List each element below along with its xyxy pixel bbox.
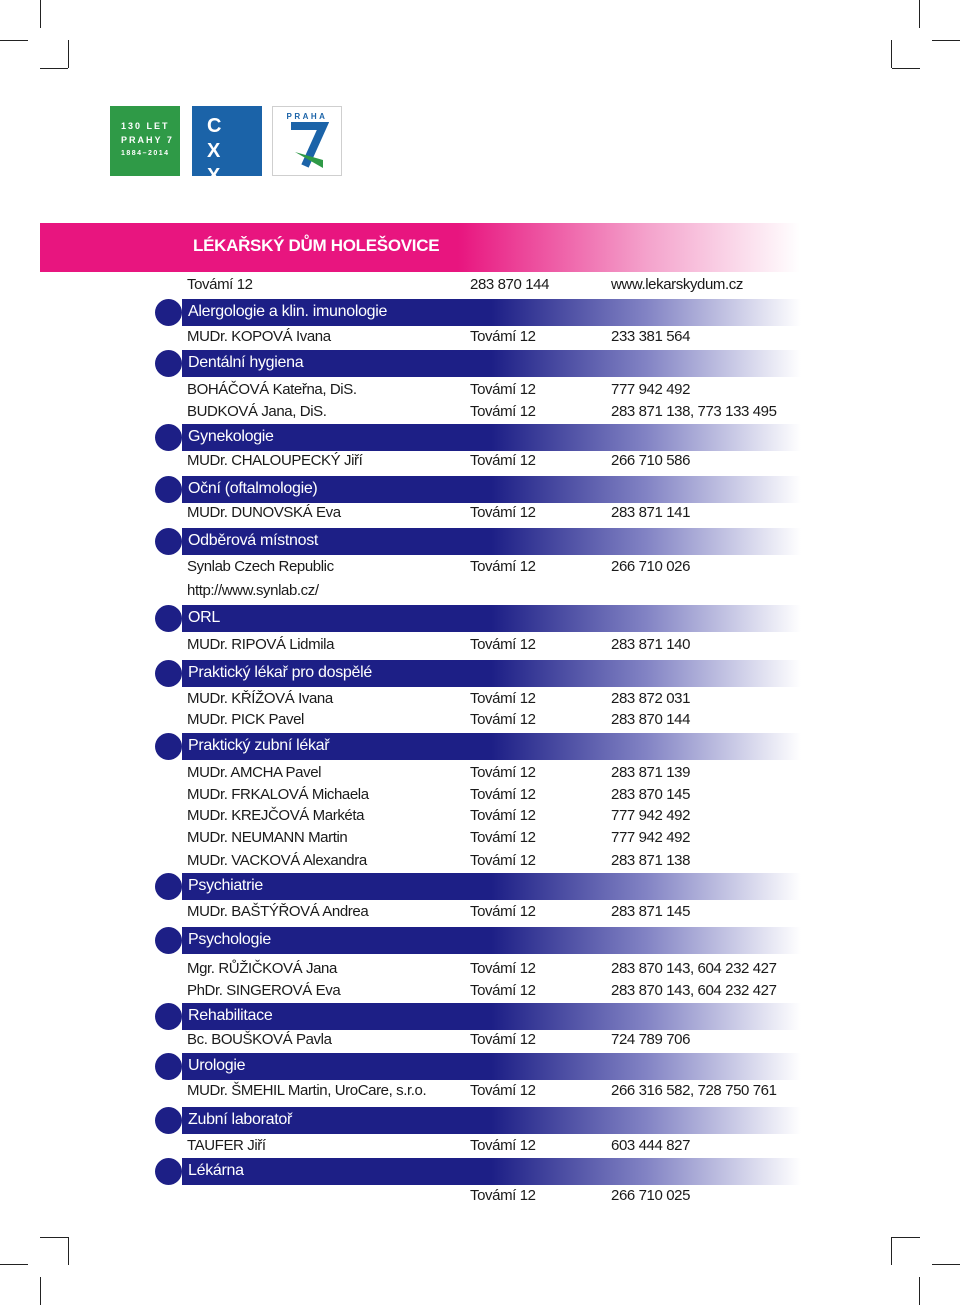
entry-name: MUDr. FRKALOVÁ Michaela: [187, 786, 369, 803]
category-bar: [182, 873, 801, 900]
entry-address: Továmí 12: [470, 1031, 536, 1048]
entry-address: Továmí 12: [470, 504, 536, 521]
entry-phone: 266 316 582, 728 750 761: [611, 1082, 777, 1099]
category-bar: [182, 605, 801, 632]
entry-address: Továmí 12: [470, 1187, 536, 1204]
entry-phone: www.lekarskydum.cz: [611, 276, 743, 293]
category-bar: [182, 424, 801, 451]
category-header: [155, 660, 801, 687]
entry-phone: 603 444 827: [611, 1137, 691, 1154]
category-bullet-icon: [155, 299, 182, 326]
entry-name: BUDKOVÁ Jana, DiS.: [187, 403, 327, 420]
entry-name: MUDr. AMCHA Pavel: [187, 764, 322, 781]
crop-mark-bottom-right-v: [891, 1237, 892, 1265]
crop-mark-bottom-left-h2: [40, 1237, 68, 1238]
category-label: Psychologie: [188, 931, 271, 948]
entry-name: Bc. BOUŠKOVÁ Pavla: [187, 1031, 332, 1048]
entry-address: Továmí 12: [470, 764, 536, 781]
category-header: [155, 733, 801, 760]
category-bullet-icon: [155, 528, 182, 555]
entry-name: http://www.synlab.cz/: [187, 582, 319, 599]
category-header: [155, 1107, 801, 1134]
category-bar: [182, 927, 801, 954]
category-header: [155, 528, 801, 555]
category-label: Zubní laboratoř: [188, 1111, 293, 1128]
category-bar: [182, 1158, 801, 1185]
anniversary-logo-line3: 1884–2014: [121, 150, 170, 157]
crop-mark-top-left-h2: [40, 68, 68, 69]
entry-phone: 266 710 026: [611, 558, 691, 575]
category-header: [155, 424, 801, 451]
entry-phone: 283 870 143, 604 232 427: [611, 982, 777, 999]
crop-mark-bottom-left-v: [68, 1237, 69, 1265]
entry-address: Továmí 12: [470, 558, 536, 575]
entry-address: Továmí 12: [470, 960, 536, 977]
entry-address: Továmí 12: [470, 807, 536, 824]
category-bullet-icon: [155, 927, 182, 954]
category-label: Praktický zubní lékař: [188, 737, 330, 754]
crop-mark-top-right-h: [932, 40, 960, 41]
entry-phone: 283 871 138, 773 133 495: [611, 403, 777, 420]
category-bullet-icon: [155, 1107, 182, 1134]
category-header: [155, 476, 801, 503]
entry-phone: 777 942 492: [611, 807, 691, 824]
category-bullet-icon: [155, 424, 182, 451]
category-label: Lékárna: [188, 1162, 244, 1179]
category-header: [155, 605, 801, 632]
entry-name: MUDr. BAŠTÝŘOVÁ Andrea: [187, 903, 369, 920]
roman-logo-line2: X X: [207, 165, 230, 212]
entry-name: TAUFER Jiří: [187, 1137, 266, 1154]
entry-name: MUDr. DUNOVSKÁ Eva: [187, 504, 341, 521]
anniversary-logo-line1: 130 LET: [121, 121, 170, 131]
entry-address: 283 870 144: [470, 276, 550, 293]
category-bullet-icon: [155, 733, 182, 760]
entry-phone: 283 871 139: [611, 764, 691, 781]
entry-address: Továmí 12: [470, 1082, 536, 1099]
praha-7-logo: [272, 106, 342, 176]
entry-phone: 283 871 140: [611, 636, 691, 653]
category-label: Odběrová místnost: [188, 532, 319, 549]
entry-address: Továmí 12: [470, 1137, 536, 1154]
roman-numeral-logo: [192, 106, 262, 212]
category-header: [155, 1053, 801, 1080]
entry-address: Továmí 12: [470, 903, 536, 920]
entry-phone: 777 942 492: [611, 381, 691, 398]
category-bullet-icon: [155, 350, 182, 377]
category-bullet-icon: [155, 1158, 182, 1185]
crop-mark-top-left-v2: [68, 40, 69, 68]
entry-name: MUDr. CHALOUPECKÝ Jiří: [187, 452, 363, 469]
category-bullet-icon: [155, 476, 182, 503]
entry-phone: 777 942 492: [611, 829, 691, 846]
category-header: [155, 873, 801, 900]
entry-name: Mgr. RŮŽIČKOVÁ Jana: [187, 960, 337, 977]
category-label: Rehabilitace: [188, 1007, 273, 1024]
category-label: Alergologie a klin. imunologie: [188, 303, 388, 320]
category-bullet-icon: [155, 1053, 182, 1080]
entry-name: Továmí 12: [187, 276, 253, 293]
category-header: [155, 1003, 801, 1030]
entry-address: Továmí 12: [470, 381, 536, 398]
crop-mark-top-right-v: [919, 0, 920, 28]
category-label: ORL: [188, 609, 220, 626]
category-header: [155, 299, 801, 326]
roman-logo-line1: C X: [207, 115, 231, 162]
entry-phone: 283 871 141: [611, 504, 691, 521]
category-label: Praktický lékař pro dospělé: [188, 664, 372, 681]
crop-mark-bottom-right-h: [932, 1264, 960, 1265]
category-label: Oční (oftalmologie): [188, 480, 318, 497]
entry-phone: 283 871 145: [611, 903, 691, 920]
crop-mark-top-right-h2: [892, 68, 920, 69]
category-label: Urologie: [188, 1057, 246, 1074]
entry-address: Továmí 12: [470, 829, 536, 846]
entry-phone: 283 870 144: [611, 711, 691, 728]
entry-name: Synlab Czech Republic: [187, 558, 334, 575]
crop-mark-bottom-right-v2: [919, 1277, 920, 1305]
category-bullet-icon: [155, 605, 182, 632]
entry-address: Továmí 12: [470, 328, 536, 345]
entry-phone: 266 710 025: [611, 1187, 691, 1204]
entry-name: MUDr. KREJČOVÁ Markéta: [187, 807, 365, 824]
crop-mark-top-left-h: [0, 40, 28, 41]
category-label: Dentální hygiena: [188, 354, 304, 371]
category-bullet-icon: [155, 1003, 182, 1030]
entry-name: MUDr. VACKOVÁ Alexandra: [187, 852, 367, 869]
category-bullet-icon: [155, 873, 182, 900]
entry-address: Továmí 12: [470, 636, 536, 653]
entry-phone: 233 381 564: [611, 328, 691, 345]
category-bar: [182, 1003, 801, 1030]
praha-7-number-graphic: [285, 122, 329, 172]
entry-name: MUDr. RIPOVÁ Lidmila: [187, 636, 335, 653]
entry-phone: 283 870 143, 604 232 427: [611, 960, 777, 977]
entry-name: MUDr. ŠMEHIL Martin, UroCare, s.r.o.: [187, 1082, 427, 1099]
entry-address: Továmí 12: [470, 690, 536, 707]
crop-mark-bottom-left-h: [0, 1264, 28, 1265]
entry-phone: 724 789 706: [611, 1031, 691, 1048]
entry-address: Továmí 12: [470, 852, 536, 869]
crop-mark-top-right-v2: [891, 40, 892, 68]
category-bullet-icon: [155, 660, 182, 687]
entry-name: MUDr. NEUMANN Martin: [187, 829, 348, 846]
entry-phone: 266 710 586: [611, 452, 691, 469]
category-bar: [182, 1053, 801, 1080]
anniversary-logo-line2: PRAHY 7: [121, 135, 174, 145]
entry-name: MUDr. PICK Pavel: [187, 711, 304, 728]
entry-name: BOHÁČOVÁ Kateřna, DiS.: [187, 381, 357, 398]
crop-mark-bottom-right-h2: [892, 1237, 920, 1238]
category-header: [155, 350, 801, 377]
category-header: [155, 927, 801, 954]
category-header: [155, 1158, 801, 1185]
praha-logo-label: PRAHA: [286, 112, 328, 121]
page-title: LÉKAŘSKÝ DŮM HOLEŠOVICE: [193, 236, 440, 255]
entry-phone: 283 872 031: [611, 690, 691, 707]
entry-address: Továmí 12: [470, 711, 536, 728]
category-label: Psychiatrie: [188, 877, 263, 894]
entry-address: Továmí 12: [470, 786, 536, 803]
entry-address: Továmí 12: [470, 403, 536, 420]
crop-mark-top-left-v: [40, 0, 41, 28]
entry-address: Továmí 12: [470, 982, 536, 999]
entry-name: MUDr. KŘÍŽOVÁ Ivana: [187, 690, 333, 707]
entry-name: MUDr. KOPOVÁ Ivana: [187, 328, 331, 345]
crop-mark-bottom-left-v2: [40, 1277, 41, 1305]
anniversary-logo: [110, 106, 180, 176]
category-label: Gynekologie: [188, 428, 274, 445]
entry-phone: 283 871 138: [611, 852, 691, 869]
entry-phone: 283 870 145: [611, 786, 691, 803]
entry-address: Továmí 12: [470, 452, 536, 469]
entry-name: PhDr. SINGEROVÁ Eva: [187, 982, 341, 999]
